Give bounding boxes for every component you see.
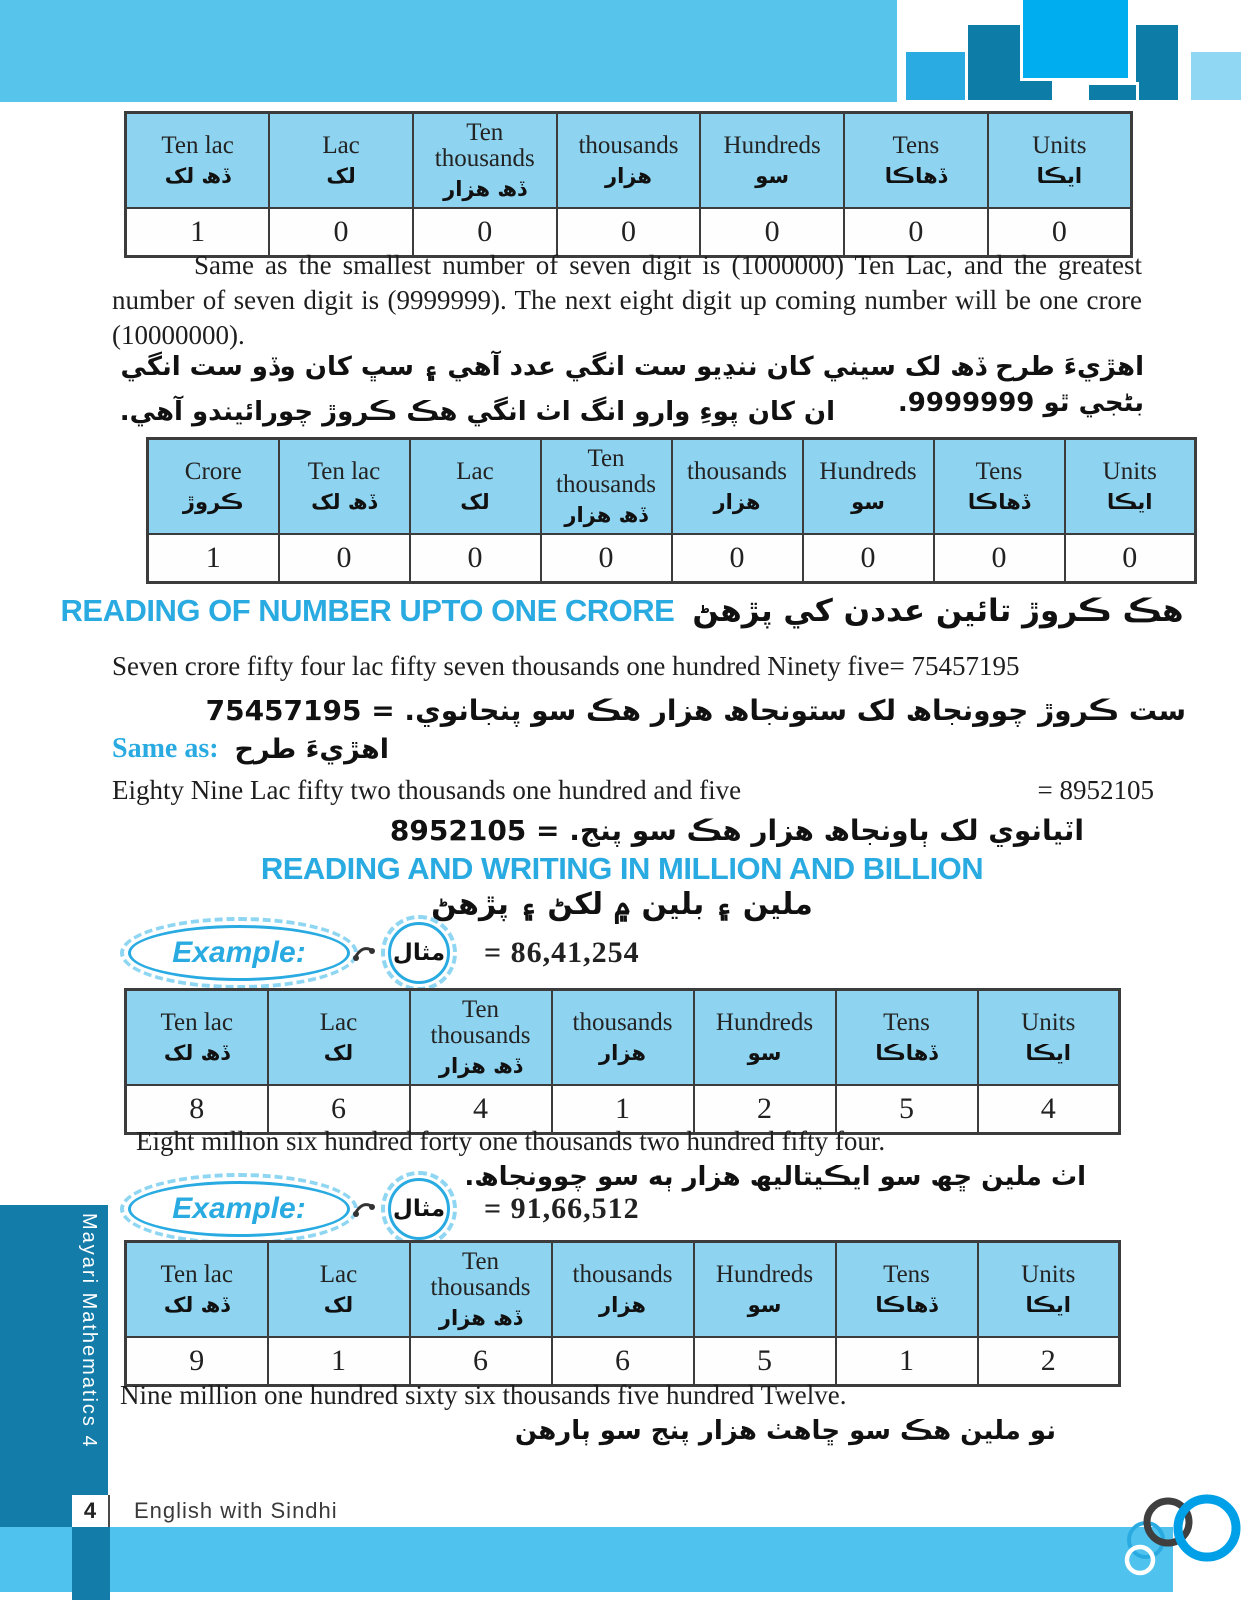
example-label-sindhi: مثال bbox=[392, 940, 446, 966]
col-header: Ten thousands ڏھ هزار bbox=[410, 990, 552, 1086]
col-header: Hundreds سو bbox=[694, 1242, 836, 1338]
col-header: Units ايڪا bbox=[1065, 439, 1196, 535]
col-header: Tens ڏهاڪا bbox=[844, 113, 988, 209]
section-heading-million-billion-sindhi bbox=[0, 887, 1244, 922]
place-value-table-ten-lac bbox=[124, 111, 1133, 258]
col-header: Ten lac ڏھ لک bbox=[126, 1242, 268, 1338]
digit-cell: 0 bbox=[410, 534, 541, 583]
reading-text: Eighty Nine Lac fifty two thousands one hundred and five bbox=[112, 775, 742, 805]
number-reading-line-1 bbox=[112, 651, 1147, 682]
paragraph-sindhi-line1: اهڙيءَ طرح ڏھ لک سيني کان ننڍيو ست انگي عدد آهي ۽ سڀ کان وڏو ست انگي بڻجي ٿو 9999999. bbox=[120, 352, 1144, 419]
digit-cell: 4 bbox=[978, 1085, 1120, 1134]
example-badge bbox=[128, 925, 350, 981]
decor-square-pale-blue bbox=[1188, 49, 1244, 103]
reading-value: = 75457195 bbox=[889, 651, 1020, 681]
example-badge-sindhi bbox=[388, 922, 450, 984]
digit-cell: 5 bbox=[694, 1337, 836, 1386]
col-header: thousands هزار bbox=[557, 113, 701, 209]
col-header: Crore ڪروڙ bbox=[148, 439, 279, 535]
example-2-caption: Nine million one hundred sixty six thousands five hundred Twelve. bbox=[120, 1380, 847, 1410]
table-row bbox=[126, 1337, 1120, 1386]
digit-cell: 0 bbox=[844, 208, 988, 257]
same-as-sindhi: اهڙيءَ طرح bbox=[234, 734, 389, 765]
example-1-caption-sindhi: اٺ ملين ڇھ سو ايڪيتاليھ هزار ٻه سو چوونجاھ. bbox=[464, 1162, 1086, 1192]
heading-english: READING AND WRITING IN MILLION AND BILLION bbox=[260, 851, 984, 886]
header-row bbox=[126, 113, 1132, 209]
table-row bbox=[148, 534, 1196, 583]
example-1-number: = 86,41,254 bbox=[484, 936, 640, 969]
col-header: Units ايڪا bbox=[988, 113, 1132, 209]
example-badge-sindhi bbox=[388, 1178, 450, 1240]
digit-cell: 9 bbox=[126, 1337, 268, 1386]
example-badge bbox=[128, 1181, 350, 1237]
col-header: Lac لک bbox=[269, 113, 413, 209]
col-header: Ten lac ڏھ لک bbox=[279, 439, 410, 535]
number-reading-line-2 bbox=[112, 775, 1154, 806]
example-1-caption: Eight million six hundred forty one thousands two hundred fifty four. bbox=[136, 1126, 886, 1156]
paragraph-seven-digit: Same as the smallest number of seven digit is (1000000) Ten Lac, and the greatest number of seven digit is (9999999). The next eight digit up coming number will be one crore (10000000). bbox=[112, 250, 1142, 351]
reading-value: = 8952105 bbox=[1037, 775, 1154, 805]
digit-cell: 0 bbox=[1065, 534, 1196, 583]
example-2 bbox=[128, 1178, 640, 1240]
digit-cell: 1 bbox=[268, 1337, 410, 1386]
same-as-row bbox=[112, 733, 389, 765]
col-header: thousands هزار bbox=[552, 990, 694, 1086]
footer-sidebar-stub bbox=[0, 1495, 72, 1527]
col-header: Ten thousands ڏھ هزار bbox=[413, 113, 557, 209]
header-row bbox=[126, 1242, 1120, 1338]
bottom-banner-bar bbox=[0, 1527, 1173, 1592]
col-header: thousands هزار bbox=[552, 1242, 694, 1338]
paragraph-sindhi-line2: ان کان پوءِ وارو انگ اٺ انگي هڪ ڪروڙ چورائيندو آهي. bbox=[119, 397, 835, 427]
example-1 bbox=[128, 922, 640, 984]
decor-circles bbox=[1078, 1448, 1244, 1600]
col-header: Hundreds سو bbox=[694, 990, 836, 1086]
digit-cell: 6 bbox=[268, 1085, 410, 1134]
digit-cell: 0 bbox=[700, 208, 844, 257]
digit-cell: 2 bbox=[978, 1337, 1120, 1386]
digit-cell: 0 bbox=[269, 208, 413, 257]
digit-cell: 1 bbox=[148, 534, 279, 583]
section-heading-million-billion bbox=[0, 851, 1244, 887]
page-number: 4 bbox=[72, 1495, 110, 1527]
digit-cell: 4 bbox=[410, 1085, 552, 1134]
heading-english: READING OF NUMBER UPTO ONE CRORE bbox=[60, 593, 675, 628]
digit-cell: 0 bbox=[672, 534, 803, 583]
example-2-number: = 91,66,512 bbox=[484, 1192, 640, 1225]
number-reading-line-2-sindhi: اٽيانوي لک ٻاونجاھ هزار هڪ سو پنج. = 8952105 bbox=[389, 814, 1084, 847]
col-header: Ten lac ڏھ لک bbox=[126, 113, 270, 209]
decor-square-dark-teal-foot bbox=[1089, 82, 1139, 103]
col-header: Tens ڏهاڪا bbox=[934, 439, 1065, 535]
digit-cell: 0 bbox=[557, 208, 701, 257]
place-value-table-example-2 bbox=[124, 1240, 1121, 1387]
digit-cell: 0 bbox=[934, 534, 1065, 583]
footer-series-label: English with Sindhi bbox=[134, 1498, 338, 1523]
digit-cell: 0 bbox=[279, 534, 410, 583]
digit-cell: 0 bbox=[413, 208, 557, 257]
place-value-table-example-1 bbox=[124, 988, 1121, 1135]
digit-cell: 8 bbox=[126, 1085, 268, 1134]
place-value-table-crore bbox=[146, 437, 1197, 584]
sidebar-book-title-bar bbox=[0, 1205, 108, 1495]
col-header: Lac لک bbox=[268, 990, 410, 1086]
number-reading-line-1-sindhi: ست ڪروڙ چوونجاھ لک ستونجاھ هزار هڪ سو پنجانوي. = 75457195 bbox=[205, 694, 1186, 727]
digit-cell: 1 bbox=[126, 208, 270, 257]
example-label: Example: bbox=[172, 936, 306, 969]
reading-text: Seven crore fifty four lac fifty seven thousands one hundred Ninety five bbox=[112, 651, 890, 681]
heading-sindhi: ملين ۽ بلين ۾ لکڻ ۽ پڙهڻ bbox=[431, 887, 813, 922]
col-header: Hundreds سو bbox=[700, 113, 844, 209]
header-row bbox=[126, 990, 1120, 1086]
digit-cell: 2 bbox=[694, 1085, 836, 1134]
decor-square-bright-blue bbox=[1020, 0, 1131, 81]
digit-cell: 6 bbox=[552, 1337, 694, 1386]
col-header: Ten thousands ڏھ هزار bbox=[410, 1242, 552, 1338]
digit-cell: 1 bbox=[836, 1337, 978, 1386]
col-header: Tens ڏهاڪا bbox=[836, 1242, 978, 1338]
col-header: Units ايڪا bbox=[978, 1242, 1120, 1338]
bottom-dark-strip bbox=[72, 1527, 110, 1600]
heading-sindhi: هڪ ڪروڙ تائين عددن کي پڙهڻ bbox=[692, 593, 1184, 629]
col-header: Units ايڪا bbox=[978, 990, 1120, 1086]
decor-circle-white bbox=[1127, 1547, 1153, 1573]
col-header: Ten thousands ڏھ هزار bbox=[541, 439, 672, 535]
section-heading-crore bbox=[0, 593, 1244, 629]
col-header: Lac لک bbox=[268, 1242, 410, 1338]
digit-cell: 0 bbox=[541, 534, 672, 583]
decor-square-dark-teal-2 bbox=[1133, 22, 1181, 103]
sidebar-book-title: Mayari Mathematics 4 bbox=[78, 1213, 100, 1449]
chain-link-icon bbox=[352, 942, 378, 964]
header-row bbox=[148, 439, 1196, 535]
digit-cell: 5 bbox=[836, 1085, 978, 1134]
example-label-sindhi: مثال bbox=[392, 1196, 446, 1222]
col-header: Tens ڏهاڪا bbox=[836, 990, 978, 1086]
col-header: Lac لک bbox=[410, 439, 541, 535]
digit-cell: 0 bbox=[803, 534, 934, 583]
col-header: Hundreds سو bbox=[803, 439, 934, 535]
col-header: Ten lac ڏھ لک bbox=[126, 990, 268, 1086]
col-header: thousands هزار bbox=[672, 439, 803, 535]
example-2-caption-sindhi: نو ملين هڪ سو ڇاهٺ هزار پنج سو ٻارهن bbox=[514, 1416, 1056, 1446]
digit-cell: 1 bbox=[552, 1085, 694, 1134]
digit-cell: 6 bbox=[410, 1337, 552, 1386]
top-banner-bar bbox=[0, 0, 897, 102]
same-as-label: Same as: bbox=[112, 733, 219, 764]
digit-cell: 0 bbox=[988, 208, 1132, 257]
example-label: Example: bbox=[172, 1192, 306, 1225]
chain-link-icon bbox=[352, 1198, 378, 1220]
